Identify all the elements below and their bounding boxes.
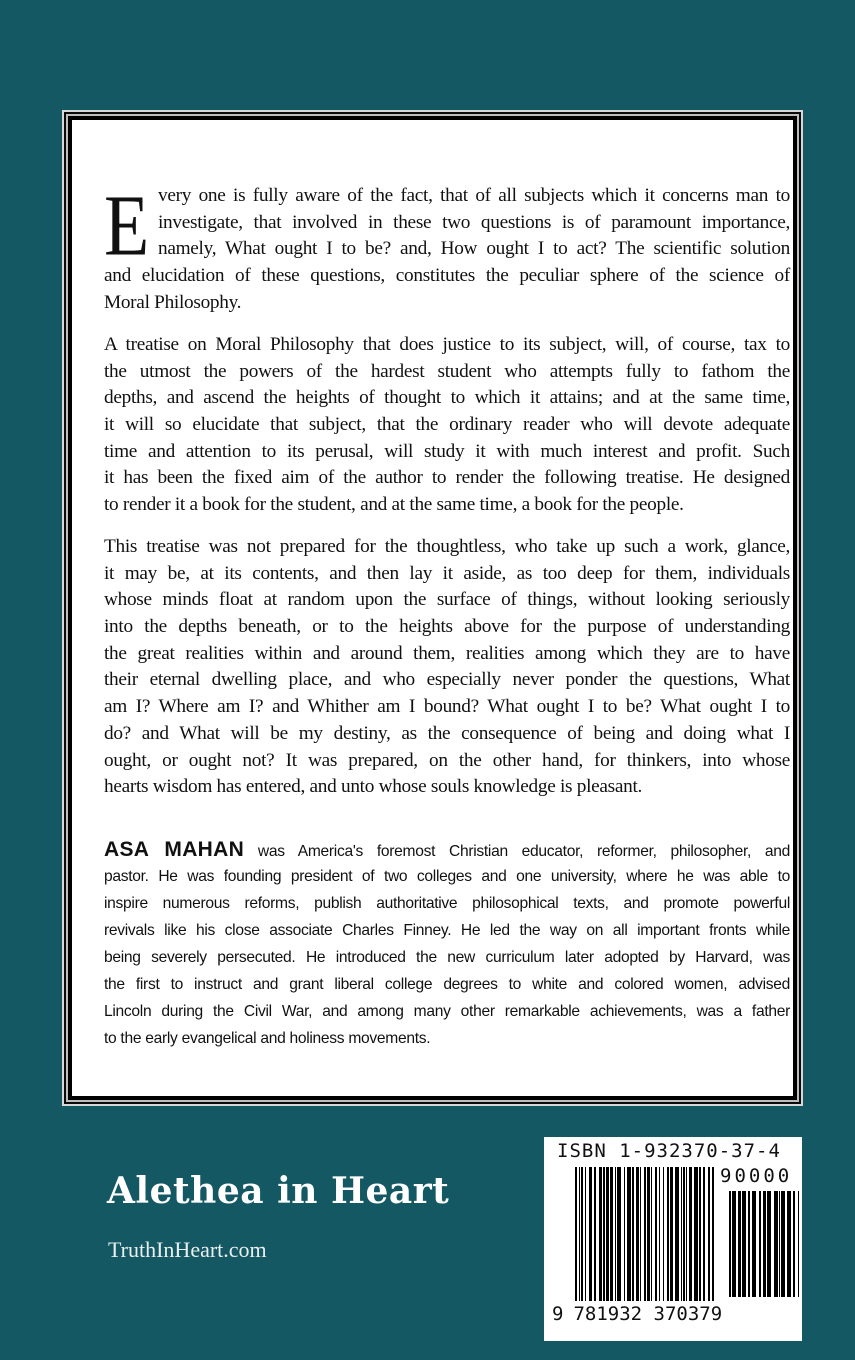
barcode-bar [632,1167,634,1301]
text-line: do? and What will be my destiny, as the consequence of being and doing what I [104,722,790,744]
barcode-bar [759,1191,761,1297]
barcode-bar [729,1191,731,1297]
text-line: the first to instruct and grant liberal college degrees to white and colored women, advised [104,976,790,993]
drop-cap: E [104,177,149,275]
barcode-bar [659,1167,660,1301]
barcode-bar [667,1167,669,1301]
barcode-bar [579,1167,580,1301]
text-line: to the early evangelical and holiness movements. [104,1030,431,1047]
text-line: into the depths beneath, or to the heights above for the purpose of understanding [104,616,790,638]
barcode-bar [779,1191,780,1297]
text-line: depths, and ascend the heights of thought to which it attains; and at the same time, [104,387,790,409]
barcode-bar [712,1167,714,1301]
text-line: being severely persecuted. He introduced the new curriculum later adopted by Harvard, was [104,949,790,966]
isbn-barcode [544,1137,802,1341]
text-line: very one is fully aware of the fact, that of all subjects which it concerns man to [158,185,790,206]
barcode-bar [594,1167,596,1301]
text-line: namely, What ought I to be? and, How ought I to act? The scientific solution [158,238,790,260]
barcode-bar [640,1167,641,1301]
text-line: and elucidation of these questions, constitutes the peculiar sphere of the science of [104,265,790,287]
barcode-bar [703,1167,705,1301]
author-name: ASA MAHAN [104,838,245,861]
barcode-bar [787,1191,791,1297]
text-line: their eternal dwelling place, and who especially never ponder the questions, What [104,669,790,691]
barcode-bar [681,1167,682,1301]
barcode-bar [781,1191,785,1297]
text-line [104,836,790,863]
text-line: pastor. He was founding president of two colleges and one university, where he was able to [104,868,790,885]
barcode-bar [742,1191,746,1297]
text-line: the utmost the powers of the hardest student who attempts fully to fathom the [104,360,790,382]
barcode-bar [636,1167,639,1301]
isbn-text: ISBN 1-932370-37-4 [557,1140,781,1162]
author-bio [104,836,790,1052]
text-line: whose minds float at random upon the surface of things, without looking seriously [104,589,790,611]
barcode-bar [763,1191,766,1297]
barcode-bar [651,1167,652,1301]
barcode-bar [675,1167,679,1301]
bio-text: was America's foremost Christian educator, reformer, philosopher, and [244,843,790,860]
barcode-bar [617,1167,621,1301]
text-line: the great realities within and around them, realities among which they are to have [104,642,790,664]
barcode-bar [575,1167,577,1301]
barcode-bar [655,1167,657,1301]
barcode-bar [683,1167,685,1301]
barcode-bar [610,1167,613,1301]
barcode-bar [774,1191,778,1297]
barcode-bar [615,1167,616,1301]
barcode-bar [732,1191,736,1297]
barcode-bar [624,1167,625,1301]
text-frame [62,110,803,1106]
barcode-bar [581,1167,583,1301]
text-line: hearts wisdom has entered, and unto whose souls knowledge is pleasant. [104,776,643,798]
barcode-bar [689,1167,692,1301]
text-line: inspire numerous reforms, publish authoritative philosophical texts, and promote powerful [104,895,790,912]
barcode-bar [589,1167,592,1301]
publisher-logo: Alethea in Heart [107,1170,450,1212]
text-line: time and attention to its perusal, will study it with much interest and profit. Such [104,440,790,462]
price-addon: 90000 [720,1165,793,1187]
text-line: Moral Philosophy. [104,291,242,313]
barcode-bar [599,1167,602,1301]
text-line: ought, or ought not? It was prepared, on the other hand, for thinkers, into whose [104,749,790,771]
barcode-bar [606,1167,609,1301]
barcode-bar [585,1167,586,1301]
text-line: Lincoln during the Civil War, and among many other remarkable achievements, was a father [104,1003,790,1020]
barcode-bar [644,1167,646,1301]
text-line: revivals like his close associate Charles Finney. He led the way on all important fronts while [104,922,790,939]
text-line: investigate, that involved in these two questions is of paramount importance, [158,211,790,233]
text-line: it may be, at its contents, and then lay it aside, as too deep for them, individuals [104,562,790,584]
barcode-bar [767,1191,771,1297]
ean-number [552,1303,722,1325]
ean-digits: 781932 370379 [573,1303,723,1325]
barcode-bar [748,1191,750,1297]
barcode-bar [738,1191,741,1297]
barcode-bar [670,1167,673,1301]
paragraph-2 [104,332,790,519]
text-panel [72,120,793,1096]
paragraph-1 [104,177,790,316]
paragraph-3 [104,534,790,801]
barcode-bar [708,1167,710,1301]
ean-prefix: 9 [552,1303,564,1325]
barcode-bar [603,1167,605,1301]
barcode-bar [699,1167,701,1301]
publisher-url: TruthInHeart.com [108,1237,267,1262]
barcode-bar [663,1167,664,1301]
text-line: A treatise on Moral Philosophy that does justice to its subject, will, of course, tax to [104,334,790,355]
barcode-bar [647,1167,650,1301]
barcode-bar [627,1167,631,1301]
barcode-bar [752,1191,756,1297]
barcode-bar [694,1167,698,1301]
text-line: it has been the fixed aim of the author to render the following treatise. He designed [104,467,790,489]
frame-border [66,114,799,1102]
barcode-bar [793,1191,795,1297]
text-line: This treatise was not prepared for the thoughtless, who take up such a work, glance, [104,536,790,557]
barcode-bar [686,1167,687,1301]
barcode-bar [798,1191,799,1297]
text-line: to render it a book for the student, and at the same time, a book for the people. [104,494,684,516]
text-line: am I? Where am I? and Whither am I bound? What ought I to be? What ought I to [104,696,790,718]
text-line: it will so elucidate that subject, that the ordinary reader who will devote adequate [104,414,790,436]
